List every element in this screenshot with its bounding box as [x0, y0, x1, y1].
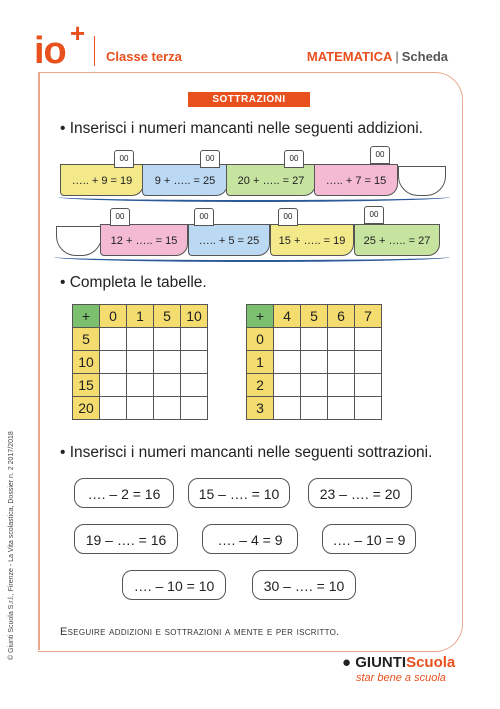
- answer-cell[interactable]: [355, 328, 382, 351]
- io-logo: io: [34, 30, 66, 72]
- table-row-header: 2: [247, 374, 274, 397]
- answer-cell[interactable]: [301, 397, 328, 420]
- boat-cabin: 00: [200, 150, 220, 168]
- boat-cabin: 00: [284, 150, 304, 168]
- table-row-header: 3: [247, 397, 274, 420]
- brand-tagline: star bene a scuola: [356, 672, 446, 684]
- class-label: Classe terza: [106, 49, 182, 64]
- table-op-cell: +: [73, 305, 100, 328]
- answer-cell[interactable]: [181, 328, 208, 351]
- g-logo-icon: ●: [342, 654, 352, 671]
- boat-equation[interactable]: ….. + 5 = 25: [198, 235, 260, 247]
- answer-cell[interactable]: [154, 374, 181, 397]
- instruction-tables: • Completa le tabelle.: [60, 274, 207, 291]
- logo-plus: +: [70, 18, 86, 48]
- water-wave: [58, 192, 450, 202]
- brand-giunti: GIUNTI: [355, 654, 407, 671]
- answer-cell[interactable]: [181, 351, 208, 374]
- answer-cell[interactable]: [274, 328, 301, 351]
- boat-equation[interactable]: 20 + ….. = 27: [237, 175, 305, 187]
- boat-equation[interactable]: ….. + 7 = 15: [325, 175, 387, 187]
- answer-cell[interactable]: [328, 374, 355, 397]
- boat-equation[interactable]: 25 + ….. = 27: [363, 235, 431, 247]
- answer-cell[interactable]: [301, 351, 328, 374]
- boat-equation[interactable]: 15 + ….. = 19: [278, 235, 346, 247]
- subtraction-box[interactable]: 30 – …. = 10: [252, 570, 356, 600]
- instruction-subtractions: • Inserisci i numeri mancanti nelle seguenti sottrazioni.: [60, 444, 433, 461]
- table-row-header: 5: [73, 328, 100, 351]
- addition-table-1: [72, 304, 208, 420]
- table-col-header: 10: [181, 305, 208, 328]
- table-row-header: 15: [73, 374, 100, 397]
- table-row-header: 0: [247, 328, 274, 351]
- answer-cell[interactable]: [154, 328, 181, 351]
- boat-cabin: 00: [364, 206, 384, 224]
- subtraction-box[interactable]: …. – 4 = 9: [202, 524, 298, 554]
- table-col-header: 1: [127, 305, 154, 328]
- sheet-label: Scheda: [401, 49, 448, 64]
- subtraction-box[interactable]: 23 – …. = 20: [308, 478, 412, 508]
- instruction-additions: • Inserisci i numeri mancanti nelle seguenti addizioni.: [60, 120, 423, 137]
- answer-cell[interactable]: [301, 328, 328, 351]
- copyright-credit: © Giunti Scuola S.r.l., Firenze - La Vita scolastica, Dossier n. 2 2017/2018: [8, 431, 15, 660]
- answer-cell[interactable]: [355, 351, 382, 374]
- answer-cell[interactable]: [100, 397, 127, 420]
- boat-equation[interactable]: 9 + ….. = 25: [154, 175, 216, 187]
- subtraction-box[interactable]: …. – 2 = 16: [74, 478, 174, 508]
- subtraction-box[interactable]: 15 – …. = 10: [188, 478, 290, 508]
- table-op-cell: +: [247, 305, 274, 328]
- giunti-scuola-logo: [342, 654, 455, 671]
- answer-cell[interactable]: [100, 328, 127, 351]
- header-divider: [94, 36, 95, 66]
- table-row-header: 1: [247, 351, 274, 374]
- table-col-header: 4: [274, 305, 301, 328]
- subtraction-box[interactable]: …. – 10 = 10: [122, 570, 226, 600]
- addition-table-2: [246, 304, 382, 420]
- answer-cell[interactable]: [100, 351, 127, 374]
- answer-cell[interactable]: [274, 351, 301, 374]
- table-col-header: 5: [154, 305, 181, 328]
- table-col-header: 6: [328, 305, 355, 328]
- answer-cell[interactable]: [127, 328, 154, 351]
- table-row-header: 20: [73, 397, 100, 420]
- brand-scuola: Scuola: [406, 654, 456, 671]
- boat-row-1: [38, 144, 462, 204]
- section-banner: SOTTRAZIONI: [188, 92, 310, 107]
- subject-name: MATEMATICA: [306, 49, 393, 64]
- answer-cell[interactable]: [154, 397, 181, 420]
- boat-equation[interactable]: 12 + ….. = 15: [110, 235, 178, 247]
- answer-cell[interactable]: [181, 397, 208, 420]
- answer-cell[interactable]: [154, 351, 181, 374]
- answer-cell[interactable]: [100, 374, 127, 397]
- answer-cell[interactable]: [301, 374, 328, 397]
- boat-cabin: 00: [194, 208, 214, 226]
- water-wave: [54, 252, 450, 262]
- subtraction-box[interactable]: 19 – …. = 16: [74, 524, 178, 554]
- boat-cabin: 00: [110, 208, 130, 226]
- boat-cabin: 00: [278, 208, 298, 226]
- boat-cabin: 00: [114, 150, 134, 168]
- answer-cell[interactable]: [328, 397, 355, 420]
- boat-cabin: 00: [370, 146, 390, 164]
- subject-label: [307, 49, 448, 64]
- answer-cell[interactable]: [127, 351, 154, 374]
- table-row-header: 10: [73, 351, 100, 374]
- table-col-header: 7: [355, 305, 382, 328]
- boat-row-2: [38, 204, 462, 266]
- boat-equation[interactable]: ….. + 9 = 19: [71, 175, 133, 187]
- answer-cell[interactable]: [274, 397, 301, 420]
- answer-cell[interactable]: [328, 328, 355, 351]
- answer-cell[interactable]: [181, 374, 208, 397]
- answer-cell[interactable]: [127, 397, 154, 420]
- answer-cell[interactable]: [274, 374, 301, 397]
- answer-cell[interactable]: [328, 351, 355, 374]
- table-col-header: 5: [301, 305, 328, 328]
- table-col-header: 0: [100, 305, 127, 328]
- answer-cell[interactable]: [355, 397, 382, 420]
- objective-note: Eseguire addizioni e sottrazioni a mente e per iscritto.: [60, 626, 340, 638]
- answer-cell[interactable]: [355, 374, 382, 397]
- subtraction-box[interactable]: …. – 10 = 9: [322, 524, 416, 554]
- answer-cell[interactable]: [127, 374, 154, 397]
- subject-separator: |: [395, 49, 399, 64]
